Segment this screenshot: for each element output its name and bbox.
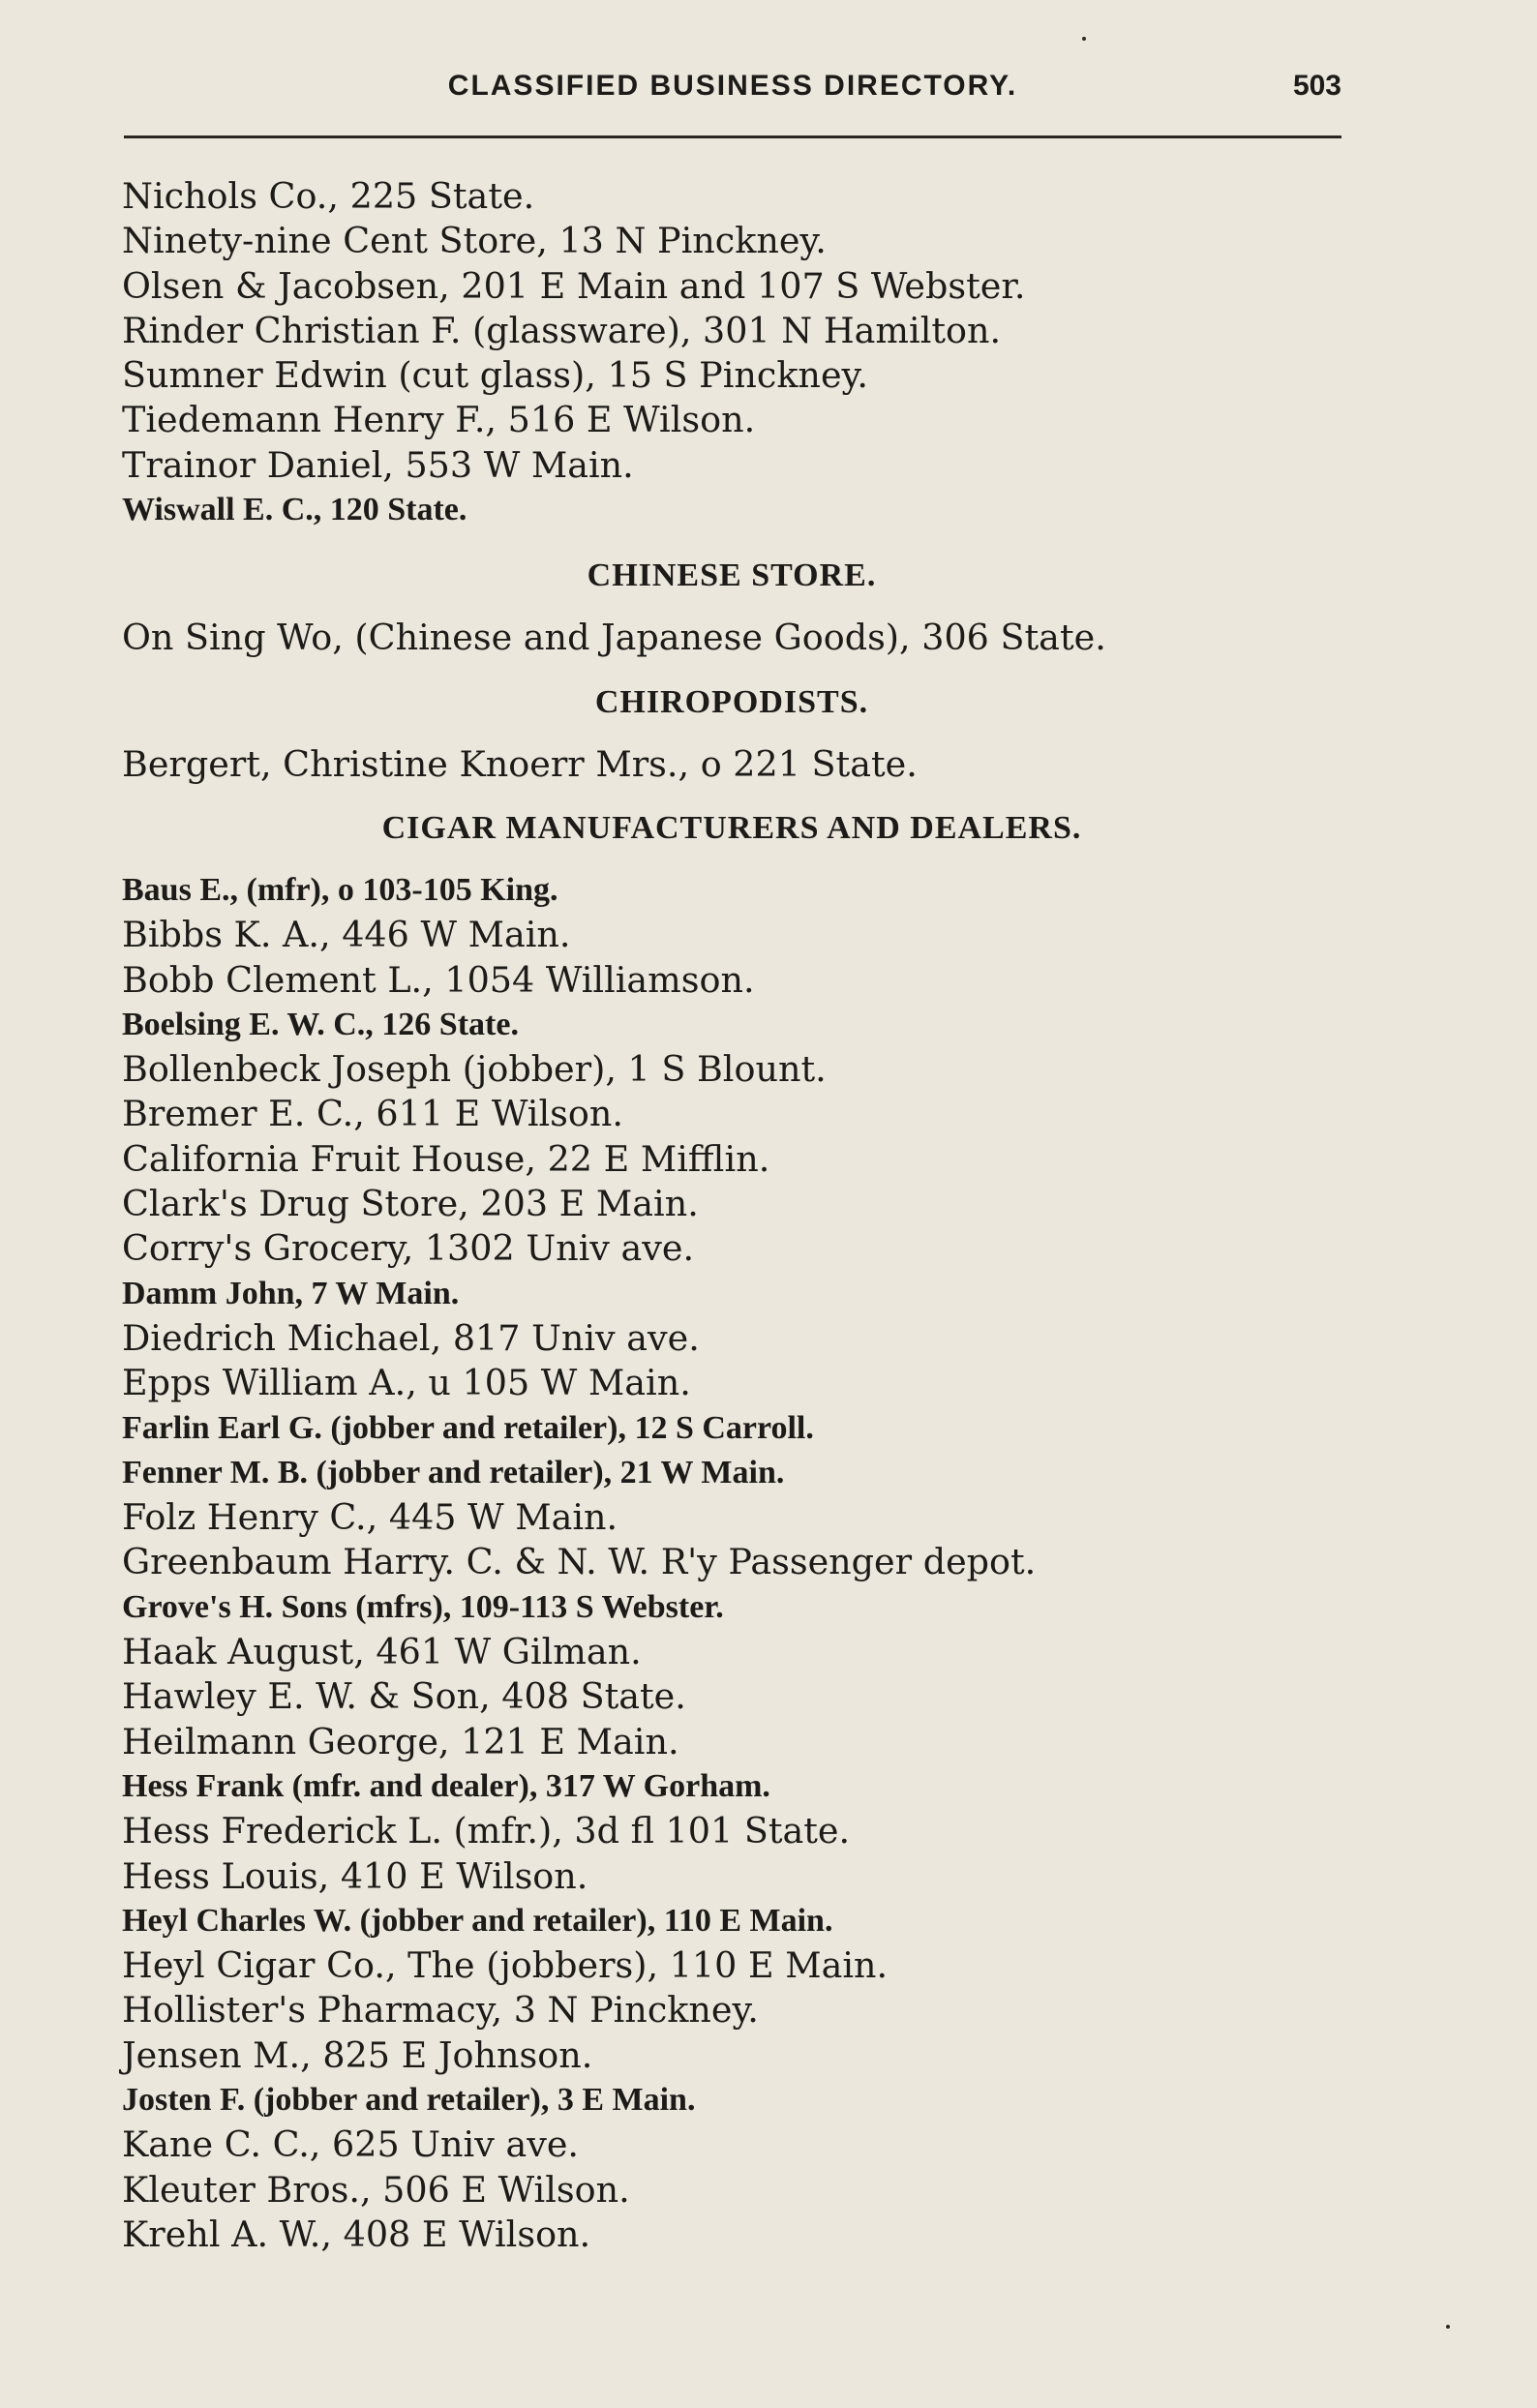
list-item: Grove's H. Sons (mfrs), 109-113 S Webster. [122, 1588, 724, 1625]
list-item: Olsen & Jacobsen, 201 E Main and 107 S Webster. [122, 264, 1026, 307]
paper-speck [1446, 2325, 1450, 2329]
top-entries-list [122, 174, 1380, 532]
list-item: Tiedemann Henry F., 516 E Wilson. [122, 399, 756, 441]
list-item: Heyl Cigar Co., The (jobbers), 110 E Main. [122, 1944, 889, 1987]
page-header [124, 70, 1341, 108]
list-item: Greenbaum Harry. C. & N. W. R'y Passenger depot. [122, 1541, 1037, 1583]
list-item: Bremer E. C., 611 E Wilson. [122, 1093, 623, 1135]
list-item: Josten F. (jobber and retailer), 3 E Main. [122, 2081, 696, 2118]
directory-content [122, 174, 1380, 2257]
list-item: Hess Louis, 410 E Wilson. [122, 1854, 588, 1897]
list-item: Rinder Christian F. (glassware), 301 N Hamilton. [122, 309, 1002, 351]
list-item: Baus E., (mfr), o 103-105 King. [122, 871, 558, 908]
list-item: Heyl Charles W. (jobber and retailer), 110 E Main. [122, 1902, 833, 1939]
section-heading: CIGAR MANUFACTURERS AND DEALERS. [381, 809, 1082, 846]
list-item: Haak August, 461 W Gilman. [122, 1631, 642, 1673]
list-item: Hawley E. W. & Son, 408 State. [122, 1675, 686, 1718]
header-rule [124, 135, 1341, 138]
list-item: Hollister's Pharmacy, 3 N Pinckney. [122, 1989, 759, 2032]
list-item: California Fruit House, 22 E Mifflin. [122, 1137, 770, 1180]
list-item: Bergert, Christine Knoerr Mrs., o 221 State. [122, 742, 918, 785]
list-item: Fenner M. B. (jobber and retailer), 21 W Main. [122, 1454, 785, 1490]
paper-speck [1082, 37, 1086, 41]
list-item: Boelsing E. W. C., 126 State. [122, 1006, 519, 1042]
list-item: Diedrich Michael, 817 Univ ave. [122, 1316, 700, 1359]
section-chiropodists [122, 680, 1380, 787]
section-heading: CHIROPODISTS. [594, 683, 869, 720]
list-item: Wiswall E. C., 120 State. [122, 492, 467, 528]
list-item: Folz Henry C., 445 W Main. [122, 1496, 618, 1539]
list-item: Hess Frederick L. (mfr.), 3d fl 101 State. [122, 1810, 851, 1852]
list-item: Bobb Clement L., 1054 Williamson. [122, 958, 755, 1001]
page-number: 503 [1292, 70, 1341, 102]
list-item: Corry's Grocery, 1302 Univ ave. [122, 1227, 695, 1270]
section-cigar-manufacturers [122, 806, 1380, 2257]
list-item: Epps William A., u 105 W Main. [122, 1362, 691, 1404]
list-item: Ninety-nine Cent Store, 13 N Pinckney. [122, 220, 827, 262]
list-item: Sumner Edwin (cut glass), 15 S Pinckney. [122, 354, 868, 397]
list-item: Hess Frank (mfr. and dealer), 317 W Gorham. [122, 1767, 770, 1804]
list-item: Bollenbeck Joseph (jobber), 1 S Blount. [122, 1048, 827, 1091]
list-item: On Sing Wo, (Chinese and Japanese Goods), 306 State. [122, 617, 1106, 659]
list-item: Bibbs K. A., 446 W Main. [122, 914, 571, 956]
page-title: CLASSIFIED BUSINESS DIRECTORY. [447, 70, 1018, 102]
list-item: Kane C. C., 625 Univ ave. [122, 2123, 580, 2166]
list-item: Krehl A. W., 408 E Wilson. [122, 2212, 591, 2255]
list-item: Farlin Earl G. (jobber and retailer), 12 S Carroll. [122, 1409, 814, 1446]
section-heading: CHINESE STORE. [587, 557, 877, 594]
list-item: Heilmann George, 121 E Main. [122, 1720, 679, 1762]
list-item: Nichols Co., 225 State. [122, 175, 535, 217]
list-item: Trainor Daniel, 553 W Main. [122, 443, 634, 486]
list-item: Damm John, 7 W Main. [122, 1275, 460, 1311]
list-item: Kleuter Bros., 506 E Wilson. [122, 2168, 630, 2211]
list-item: Jensen M., 825 E Johnson. [122, 2033, 593, 2076]
list-item: Clark's Drug Store, 203 E Main. [122, 1183, 699, 1225]
section-chinese-store [122, 554, 1380, 660]
